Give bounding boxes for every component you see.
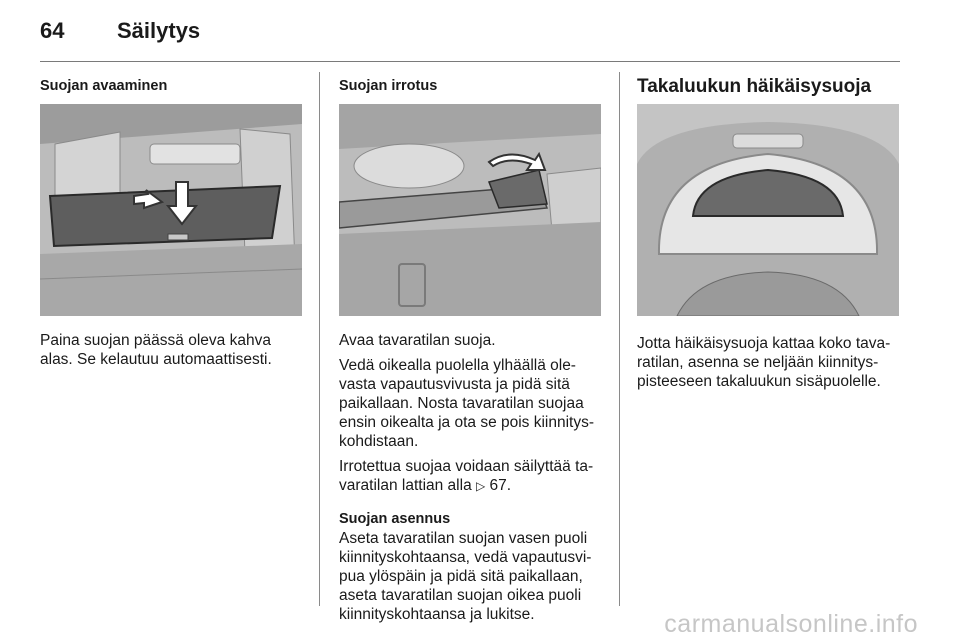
installation-instructions: [339, 529, 611, 624]
text-line: kohdistaan.: [339, 433, 419, 450]
text-line: varatilan lattian alla: [339, 477, 476, 494]
column-divider-left: [319, 72, 320, 606]
text-line: kiinnityskohtaansa, vedä vapautusvi-: [339, 549, 592, 566]
column-2: [339, 78, 611, 94]
text-line: ensin oikealta ja ota se pois kiinnitys-: [339, 414, 595, 431]
column-2-text: [339, 331, 611, 624]
section-heading-opening: Suojan avaaminen: [40, 78, 168, 94]
page-reference-number[interactable]: 67.: [485, 477, 512, 494]
text-line: Jotta häikäisysuoja kattaa koko tava-: [637, 335, 891, 352]
storage-note: [339, 457, 611, 496]
page-title: Säilytys: [117, 18, 201, 43]
removal-step-1: [339, 331, 611, 350]
watermark: carmanualsonline.info: [664, 610, 918, 638]
header-rule: [40, 61, 900, 62]
text-line: paikallaan. Nosta tavaratilan suojaa: [339, 395, 584, 412]
column-1-text: [40, 331, 310, 369]
text-line: aseta tavaratilan suojan oikea puoli: [339, 587, 582, 604]
column-3-text: [637, 334, 907, 391]
text-line: Paina suojan päässä oleva kahva: [40, 332, 271, 349]
illustration-glare-shield: [637, 104, 899, 316]
column-1: [40, 78, 310, 94]
text-line: Vedä oikealla puolella ylhäällä ole-: [339, 357, 576, 374]
illustration-cover-opening: [40, 104, 302, 316]
column-3: [637, 76, 907, 98]
removal-step-2: [339, 356, 611, 451]
page-reference-icon[interactable]: ▷: [476, 479, 486, 493]
section-heading-installation: Suojan asennus: [339, 511, 451, 527]
section-heading-removal: Suojan irrotus: [339, 78, 438, 94]
column-divider-right: [619, 72, 620, 606]
text-line: alas. Se kelautuu automaattisesti.: [40, 351, 272, 368]
text-line: ratilan, asenna se neljään kiinnitys-: [637, 354, 879, 371]
illustration-cover-removal: [339, 104, 601, 316]
text-line: Irrotettua suojaa voidaan säilyttää ta-: [339, 458, 594, 475]
section-heading-glare-shield: Takaluukun häikäisysuoja: [637, 76, 872, 97]
text-line: vasta vapautusvivusta ja pidä sitä: [339, 376, 570, 393]
text-line: kiinnityskohtaansa ja lukitse.: [339, 606, 535, 623]
opening-instructions: [40, 331, 310, 369]
text-line: pisteeseen takaluukun sisäpuolelle.: [637, 373, 881, 390]
glare-shield-instructions: [637, 334, 907, 391]
page-number: 64: [40, 18, 65, 43]
text-line: pua ylöspäin ja pidä sitä paikallaan,: [339, 568, 583, 585]
text-line: Avaa tavaratilan suoja.: [339, 332, 496, 349]
text-line: Aseta tavaratilan suojan vasen puoli: [339, 530, 588, 547]
